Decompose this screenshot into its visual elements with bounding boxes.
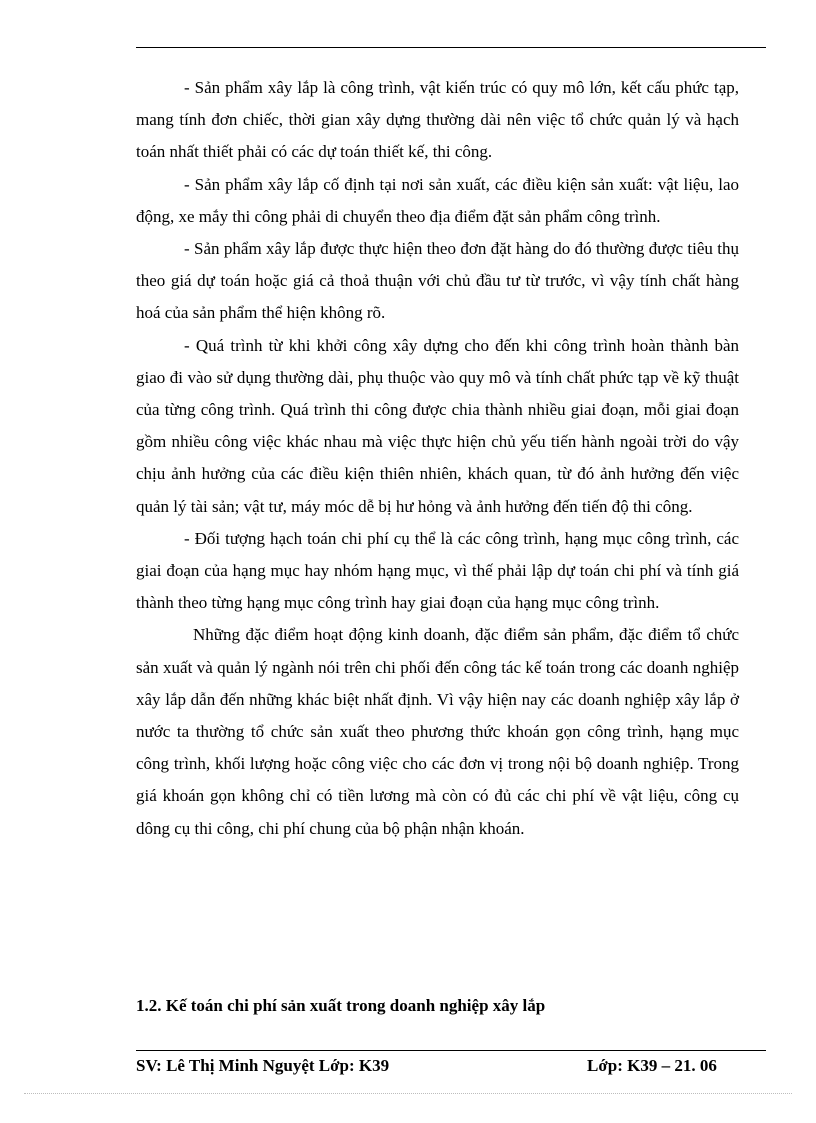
paragraph-construction-process: - Quá trình từ khi khởi công xây dựng cho đến khi công trình hoàn thành bàn giao đi vào sử dụng thường dài, phụ thuộc vào quy mô và tính chất phức tạp về kỹ thuật của từng công trình. Quá trình thi công được chia thành nhiều giai đoạn, mỗi giai đoạn gồm nhiều công việc khác nhau mà việc thực hiện chủ yếu tiến hành ngoài trời do vậy chịu ảnh hưởng của các điều kiện thiên nhiên, khách quan, từ đó ảnh hưởng đến việc quản lý tài sản; vật tư, máy móc dễ bị hư hỏng và ảnh hưởng đến tiến độ thi công. — [136, 335, 739, 516]
footer-class-info: Lớp: K39 – 21. 06 — [587, 1056, 717, 1075]
section-heading: 1.2. Kế toán chi phí sản xuất trong doanh nghiệp xây lắp — [136, 996, 546, 1015]
page-bottom-border — [24, 1093, 792, 1094]
paragraph-product-fixed-location: - Sản phẩm xây lắp cố định tại nơi sản xuất, các điều kiện sản xuất: vật liệu, lao động, xe mắy thi công phải di chuyển theo địa điểm đặt sản phẩm công trình. — [136, 174, 739, 226]
paragraph-summary: Những đặc điểm hoạt động kinh doanh, đặc điểm sản phẩm, đặc điểm tổ chức sản xuất và quản lý ngành nói trên chi phối đến công tác kế toán trong các doanh nghiệp xây lắp dẫn đến những khác biệt nhất định. Vì vậy hiện nay các doanh nghiệp xây lắp ở nước ta thường tổ chức sản xuất theo phương thức khoán gọn công trình, hạng mục công trình, khối lượng hoặc công việc cho các đơn vị trong nội bộ doanh nghiệp. Trong giá khoán gọn không chỉ có tiền lương mà còn có đủ các chi phí về vật liệu, công cụ dông cụ thi công, chi phí chung của bộ phận nhận khoán. — [136, 625, 739, 838]
paragraph-product-order: - Sản phẩm xây lắp được thực hiện theo đơn đặt hàng do đó thường được tiêu thụ theo giá dự toán hoặc giá cả thoả thuận với chủ đầu tư từ trước, vì vậy tính chất hàng hoá của sản phẩm thể hiện không rõ. — [136, 239, 739, 323]
header-rule — [136, 47, 766, 48]
paragraph-cost-objects: - Đối tượng hạch toán chi phí cụ thể là các công trình, hạng mục công trình, các giai đoạn của hạng mục hay nhóm hạng mục, vì thế phải lập dự toán chi phí và tính giá thành theo từng hạng mục công trình hay giai đoạn của hạng mục công trình. — [136, 528, 739, 613]
page-footer — [136, 1054, 766, 1078]
paragraph-product-scale: - Sản phẩm xây lắp là công trình, vật kiến trúc có quy mô lớn, kết cấu phức tạp, mang tính đơn chiếc, thời gian xây dựng thường dài nên việc tổ chức quản lý và hạch toán nhất thiết phải có các dự toán thiết kế, thi công. — [136, 78, 739, 162]
footer-student-info: SV: Lê Thị Minh Nguyệt Lớp: K39 — [136, 1056, 390, 1075]
footer-rule — [136, 1050, 766, 1051]
document-body — [136, 72, 739, 845]
